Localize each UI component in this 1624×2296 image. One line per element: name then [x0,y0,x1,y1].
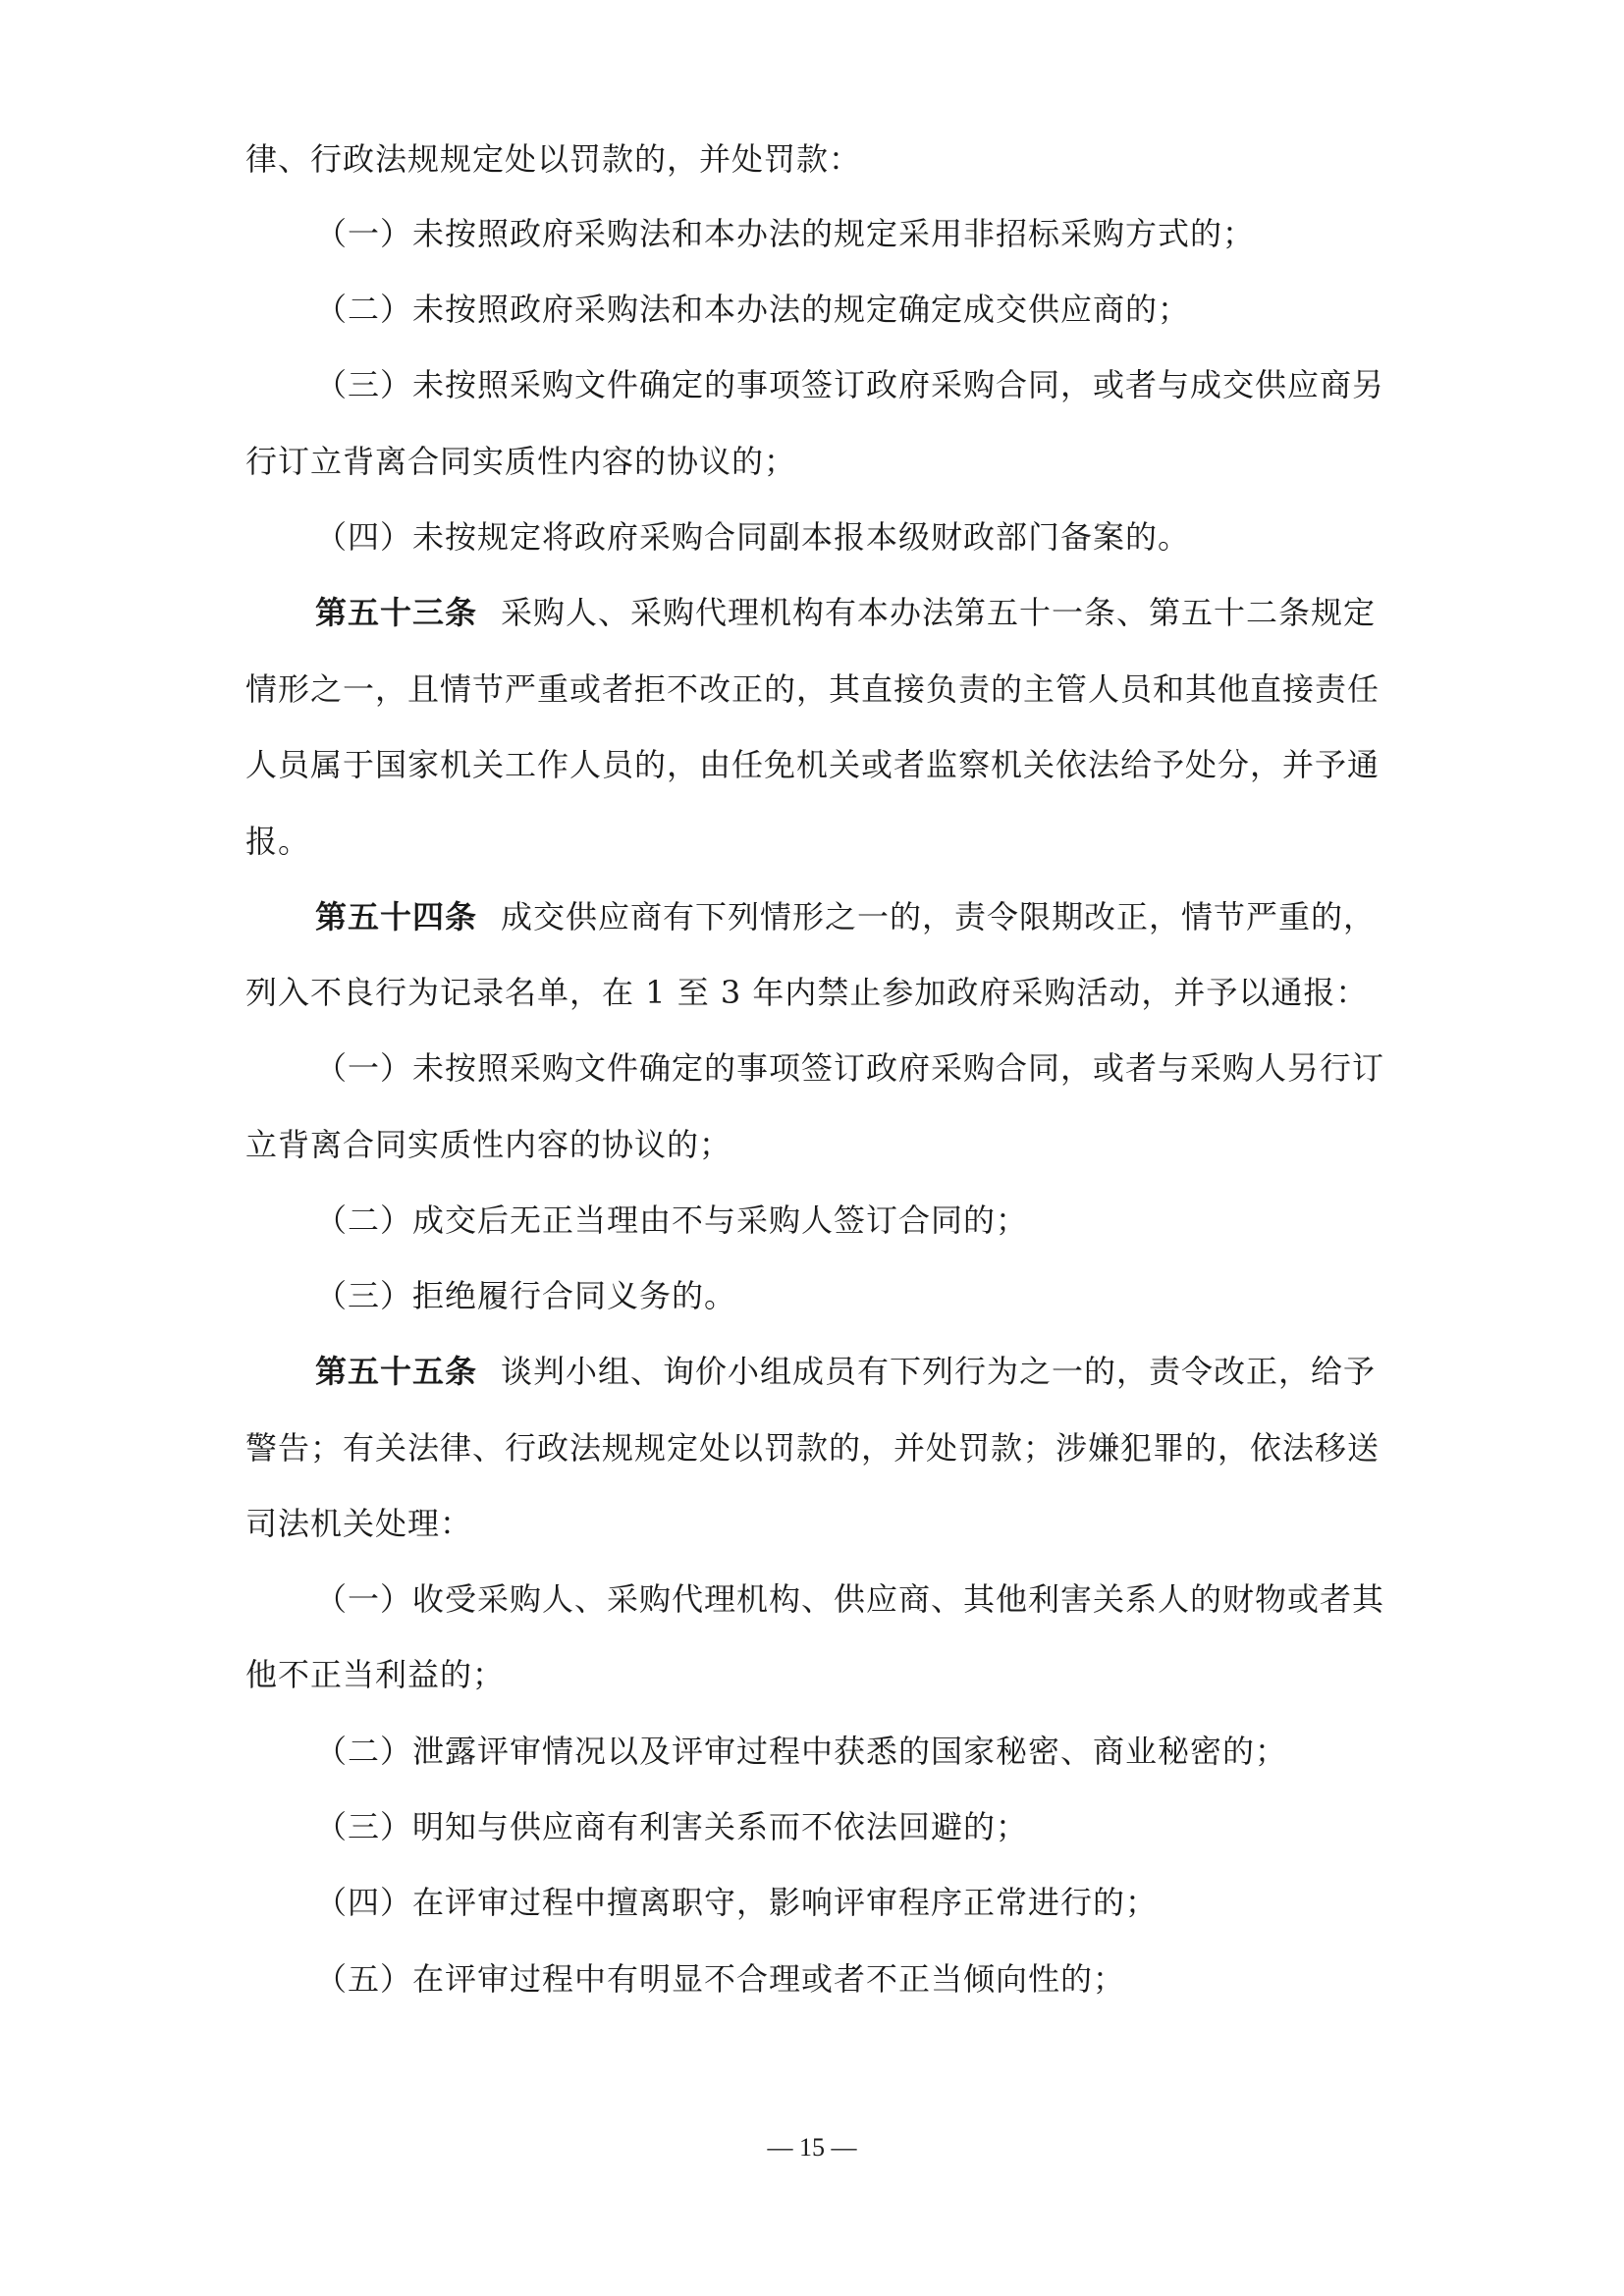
list-item: （四）未按规定将政府采购合同副本报本级财政部门备案的。 [315,518,1191,556]
paragraph-line: 情形之一，且情节严重或者拒不改正的，其直接负责的主管人员和其他直接责任 [245,670,1380,708]
article-53-first-line [315,593,1454,632]
paragraph-line: 警告；有关法律、行政法规规定处以罚款的，并处罚款；涉嫌犯罪的，依法移送 [245,1429,1380,1467]
article-55-text: 谈判小组、询价小组成员有下列行为之一的，责令改正，给予 [501,1353,1377,1390]
article-55-heading: 第五十五条 [315,1353,478,1390]
paragraph-line: 律、行政法规规定处以罚款的，并处罚款： [245,140,862,178]
article-53-text: 采购人、采购代理机构有本办法第五十一条、第五十二条规定 [501,594,1377,631]
article-54-heading: 第五十四条 [315,898,478,935]
list-item: （一）收受采购人、采购代理机构、供应商、其他利害关系人的财物或者其 [315,1580,1385,1618]
list-item: （二）泄露评审情况以及评审过程中获悉的国家秘密、商业秘密的； [315,1733,1288,1770]
list-item: （一）未按照政府采购法和本办法的规定采用非招标采购方式的； [315,215,1256,252]
paragraph-line: 人员属于国家机关工作人员的，由任免机关或者监察机关依法给予处分，并予通 [245,746,1380,783]
list-item: （四）在评审过程中擅离职守，影响评审程序正常进行的； [315,1884,1159,1921]
page-number: — 15 — [767,2133,857,2162]
paragraph-line: 立背离合同实质性内容的协议的； [245,1126,732,1163]
paragraph-line: 行订立背离合同实质性内容的协议的； [245,443,797,480]
article-53-heading: 第五十三条 [315,594,478,631]
paragraph-line: 列入不良行为记录名单，在 1 至 3 年内禁止参加政府采购活动，并予以通报： [245,974,1369,1011]
list-item: （三）未按照采购文件确定的事项签订政府采购合同，或者与成交供应商另 [315,366,1385,403]
list-item: （二）成交后无正当理由不与采购人签订合同的； [315,1201,1029,1239]
paragraph-line: 司法机关处理： [245,1505,473,1542]
list-item: （三）明知与供应商有利害关系而不依法回避的； [315,1808,1029,1845]
paragraph-line: 他不正当利益的； [245,1656,506,1693]
article-54-text: 成交供应商有下列情形之一的，责令限期改正，情节严重的， [501,898,1377,935]
article-54-first-line [315,897,1454,936]
list-item: （三）拒绝履行合同义务的。 [315,1277,737,1314]
article-55-first-line [315,1352,1454,1391]
list-item: （一）未按照采购文件确定的事项签订政府采购合同，或者与采购人另行订 [315,1049,1385,1087]
list-item: （五）在评审过程中有明显不合理或者不正当倾向性的； [315,1960,1126,1998]
paragraph-line: 报。 [245,823,311,860]
list-item: （二）未按照政府采购法和本办法的规定确定成交供应商的； [315,291,1191,328]
